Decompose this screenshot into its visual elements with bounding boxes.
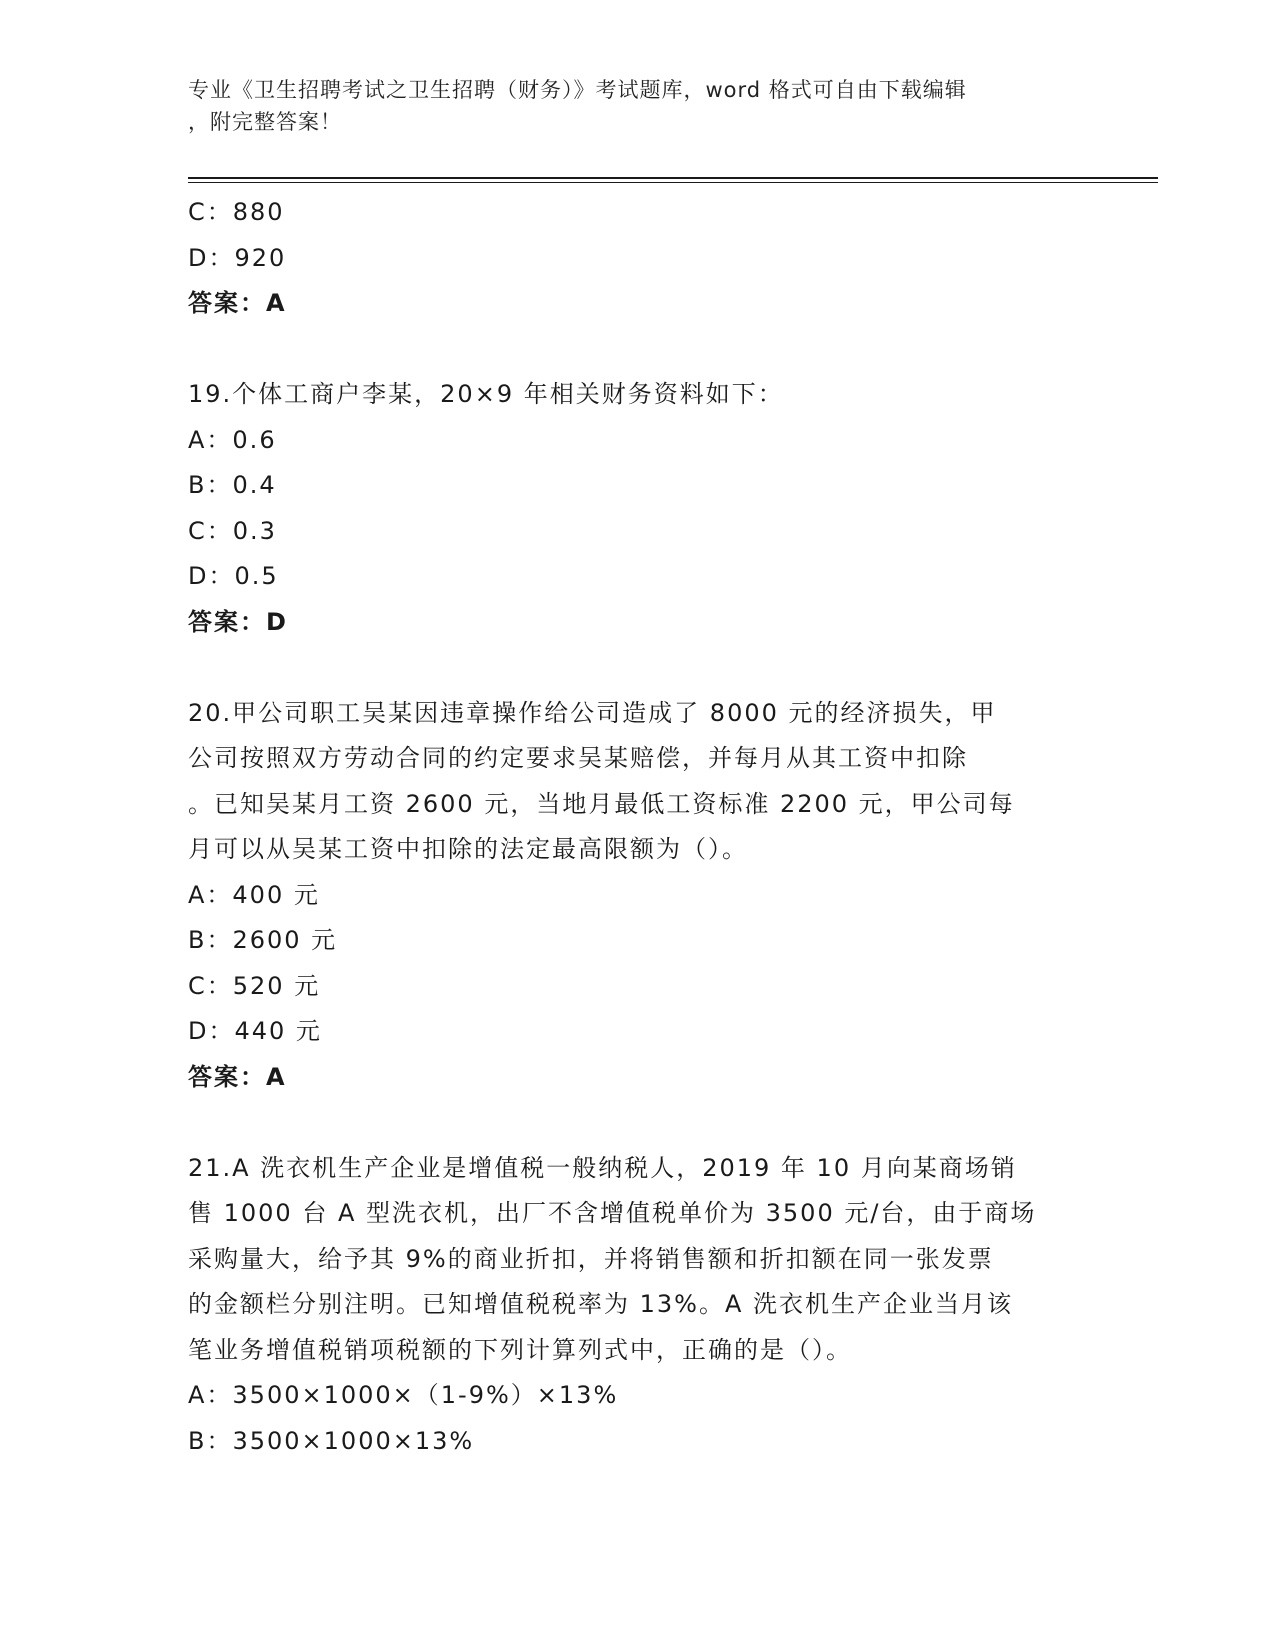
question-18 — [188, 190, 1088, 327]
question-stem-line: 21.A 洗衣机生产企业是增值税一般纳税人，2019 年 10 月向某商场销 — [188, 1153, 1017, 1182]
spacer — [188, 327, 1088, 373]
question-stem-line: 笔业务增值税销项税额的下列计算列式中，正确的是（）。 — [188, 1335, 852, 1364]
spacer — [188, 1100, 1088, 1146]
option-a: A：0.6 — [188, 425, 277, 454]
option-b: B：0.4 — [188, 471, 277, 499]
question-stem: 19.个体工商户李某，20×9 年相关财务资料如下： — [188, 380, 784, 408]
question-stem-line: 月可以从吴某工资中扣除的法定最高限额为（）。 — [188, 835, 748, 863]
spacer — [188, 645, 1088, 691]
question-19 — [188, 372, 1088, 645]
header-rule-thin — [188, 182, 1158, 183]
option-d: D：920 — [188, 243, 287, 272]
option-c: C：880 — [188, 198, 285, 226]
header-rule-thick — [188, 177, 1158, 179]
answer: 答案：A — [188, 289, 287, 317]
option-d: D：440 元 — [188, 1017, 322, 1045]
question-stem-line: 公司按照双方劳动合同的约定要求吴某赔偿，并每月从其工资中扣除 — [188, 744, 968, 772]
option-c: C：520 元 — [188, 971, 321, 1000]
answer: 答案：A — [188, 1062, 287, 1091]
question-21 — [188, 1146, 1088, 1465]
option-b: B：2600 元 — [188, 926, 338, 954]
question-stem-line: 。已知吴某月工资 2600 元，当地月最低工资标准 2200 元，甲公司每 — [188, 789, 1015, 818]
question-20 — [188, 691, 1088, 1101]
option-d: D：0.5 — [188, 562, 279, 590]
question-stem-line: 20.甲公司职工吴某因违章操作给公司造成了 8000 元的经济损失，甲 — [188, 698, 997, 727]
option-a: A：400 元 — [188, 880, 320, 909]
option-b: B：3500×1000×13% — [188, 1426, 475, 1455]
answer: 答案：D — [188, 607, 288, 636]
document-header — [188, 74, 1088, 138]
document-body — [188, 190, 1088, 1464]
option-c: C：0.3 — [188, 516, 277, 545]
question-stem-line: 的金额栏分别注明。已知增值税税率为 13%。A 洗衣机生产企业当月该 — [188, 1290, 1014, 1318]
option-a: A：3500×1000×（1-9%）×13% — [188, 1381, 619, 1409]
question-stem-line: 采购量大，给予其 9%的商业折扣，并将销售额和折扣额在同一张发票 — [188, 1244, 994, 1273]
header-line-1: 专业《卫生招聘考试之卫生招聘（财务）》考试题库，word 格式可自由下载编辑 — [188, 78, 967, 102]
question-stem-line: 售 1000 台 A 型洗衣机，出厂不含增值税单价为 3500 元/台，由于商场 — [188, 1199, 1037, 1227]
header-line-2: ，附完整答案！ — [188, 110, 342, 134]
